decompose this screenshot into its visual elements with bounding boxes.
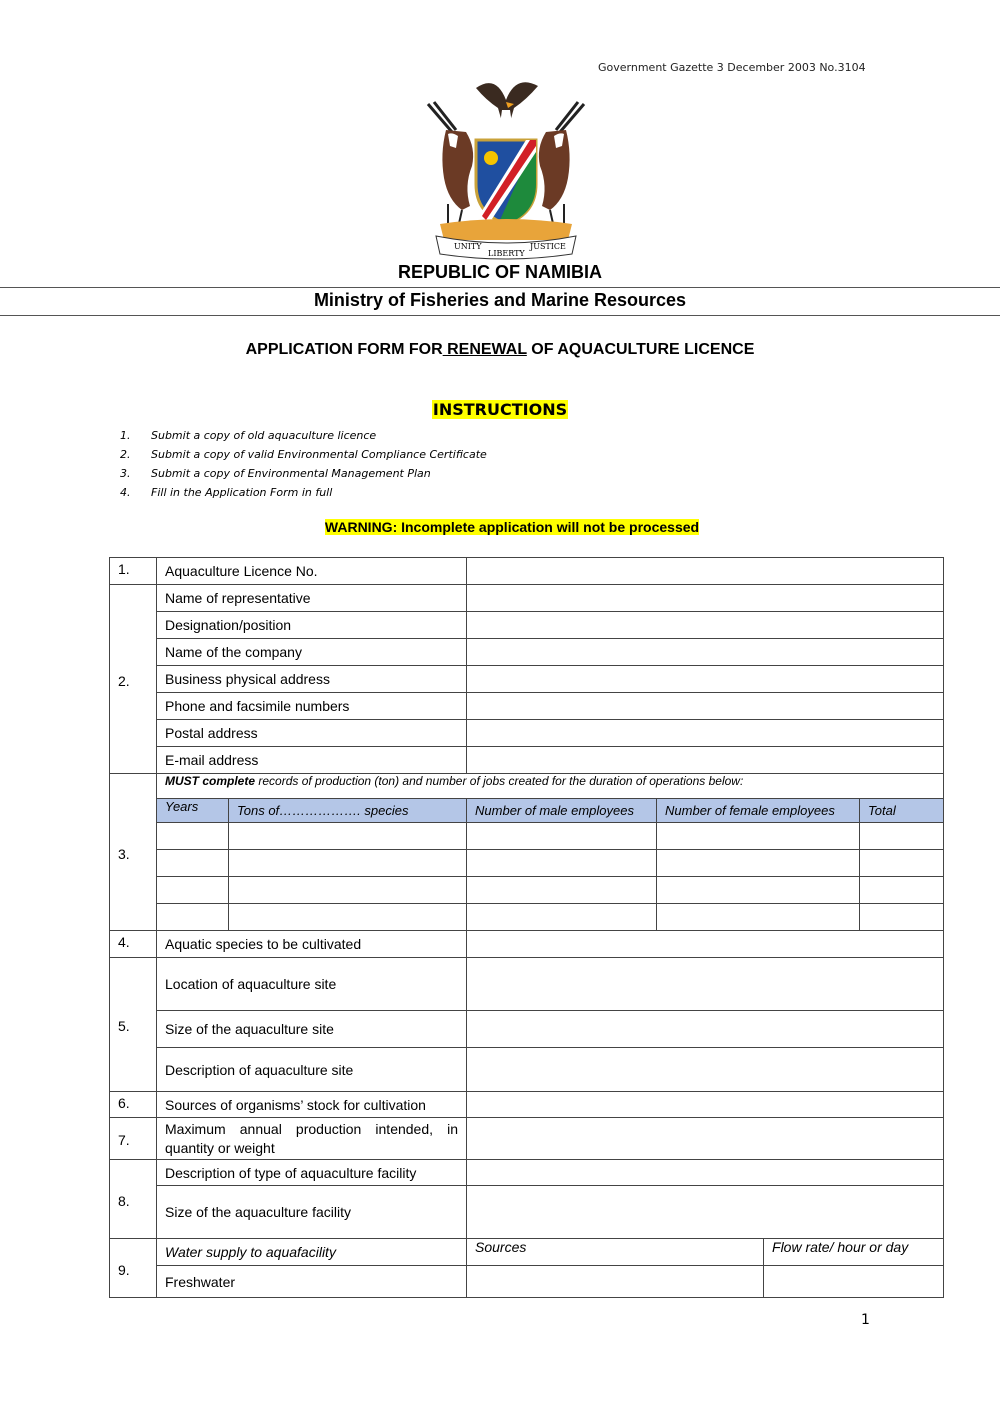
site-size-input[interactable] [467,1011,944,1048]
warning-banner: WARNING: Incomplete application will not be processed [324,519,700,535]
eagle-icon [476,82,538,124]
freshwater-sources-input[interactable] [467,1266,764,1298]
section-number: 6. [110,1092,157,1118]
column-header: Number of female employees [657,799,860,823]
field-label: Water supply to aquafacility [157,1239,467,1266]
field-label: Sources of organisms’ stock for cultivation [157,1092,467,1118]
email-input[interactable] [467,747,944,774]
representative-input[interactable] [467,585,944,612]
section-number: 9. [110,1239,157,1298]
field-label: Location of aquaculture site [157,958,467,1011]
field-label: Name of the company [157,639,467,666]
column-header: Tons of………………. species [229,799,467,823]
ministry-heading: Ministry of Fisheries and Marine Resources [313,290,687,310]
instructions-heading: INSTRUCTIONS [432,400,568,419]
production-input[interactable] [467,1118,944,1160]
table-cell[interactable] [860,877,944,904]
field-label: Freshwater [157,1266,467,1298]
list-item: 4. Fill in the Application Form in full [120,486,333,499]
table-cell[interactable] [467,823,657,850]
production-note: MUST complete records of production (ton) and number of jobs created for the duration of operations below: [157,774,944,799]
table-cell[interactable] [860,904,944,931]
gazette-reference: Government Gazette 3 December 2003 No.3104 [598,61,866,74]
column-header: Total [860,799,944,823]
list-item: 2. Submit a copy of valid Environmental Compliance Certificate [120,448,487,461]
table-cell[interactable] [467,877,657,904]
table-row [110,877,944,904]
table-cell[interactable] [229,877,467,904]
section-number: 5. [110,958,157,1092]
field-label: Business physical address [157,666,467,693]
field-label: Aquaculture Licence No. [157,558,467,585]
instructions-list [120,427,487,503]
location-input[interactable] [467,958,944,1011]
motto-unity: UNITY [454,242,482,251]
field-label: Name of representative [157,585,467,612]
table-cell[interactable] [229,823,467,850]
section-number: 7. [110,1118,157,1160]
field-label: Description of type of aquaculture facility [157,1160,467,1186]
licence-number-input[interactable] [467,558,944,585]
field-label: Postal address [157,720,467,747]
form-title: APPLICATION FORM FOR RENEWAL OF AQUACULTURE LICENCE [245,341,755,358]
table-row [110,823,944,850]
table-row [110,904,944,931]
section-number: 4. [110,931,157,958]
table-row [110,850,944,877]
table-cell[interactable] [860,850,944,877]
field-label: Maximum annual production intended, in quantity or weight [157,1118,467,1160]
list-item: 3. Submit a copy of Environmental Management Plan [120,467,431,480]
section-number: 1. [110,558,157,585]
divider [0,315,1000,316]
stock-sources-input[interactable] [467,1092,944,1118]
table-cell[interactable] [229,904,467,931]
application-form-table [109,557,944,1298]
field-label: Designation/position [157,612,467,639]
table-cell[interactable] [157,904,229,931]
field-label: Size of the aquaculture facility [157,1186,467,1239]
field-label: Phone and facsimile numbers [157,693,467,720]
page-number: 1 [861,1312,870,1328]
table-cell[interactable] [157,823,229,850]
divider [0,287,1000,288]
list-item: 1. Submit a copy of old aquaculture licence [120,429,377,442]
table-cell[interactable] [657,823,860,850]
oryx-right-icon [539,102,584,228]
designation-input[interactable] [467,612,944,639]
table-cell[interactable] [157,850,229,877]
postal-input[interactable] [467,720,944,747]
republic-heading: REPUBLIC OF NAMIBIA [398,262,602,282]
table-cell[interactable] [157,877,229,904]
address-input[interactable] [467,666,944,693]
species-input[interactable] [467,931,944,958]
phone-input[interactable] [467,693,944,720]
motto-liberty: LIBERTY [488,249,525,258]
freshwater-flow-input[interactable] [764,1266,944,1298]
table-cell[interactable] [467,904,657,931]
facility-size-input[interactable] [467,1186,944,1239]
oryx-left-icon [428,102,473,228]
coat-of-arms [418,74,594,260]
table-cell[interactable] [657,850,860,877]
company-input[interactable] [467,639,944,666]
shield-icon [476,140,536,224]
column-header: Flow rate/ hour or day [764,1239,944,1266]
table-cell[interactable] [657,877,860,904]
section-number: 8. [110,1160,157,1239]
column-header: Years [157,799,229,823]
site-description-input[interactable] [467,1048,944,1092]
field-label: Aquatic species to be cultivated [157,931,467,958]
field-label: Size of the aquaculture site [157,1011,467,1048]
field-label: Description of aquaculture site [157,1048,467,1092]
section-number: 3. [110,774,157,931]
table-cell[interactable] [229,850,467,877]
motto-justice: JUSTICE [530,242,566,251]
table-cell[interactable] [860,823,944,850]
field-label: E-mail address [157,747,467,774]
column-header: Number of male employees [467,799,657,823]
table-cell[interactable] [467,850,657,877]
table-cell[interactable] [657,904,860,931]
facility-type-input[interactable] [467,1160,944,1186]
column-header: Sources [467,1239,764,1266]
section-number: 2. [110,585,157,774]
